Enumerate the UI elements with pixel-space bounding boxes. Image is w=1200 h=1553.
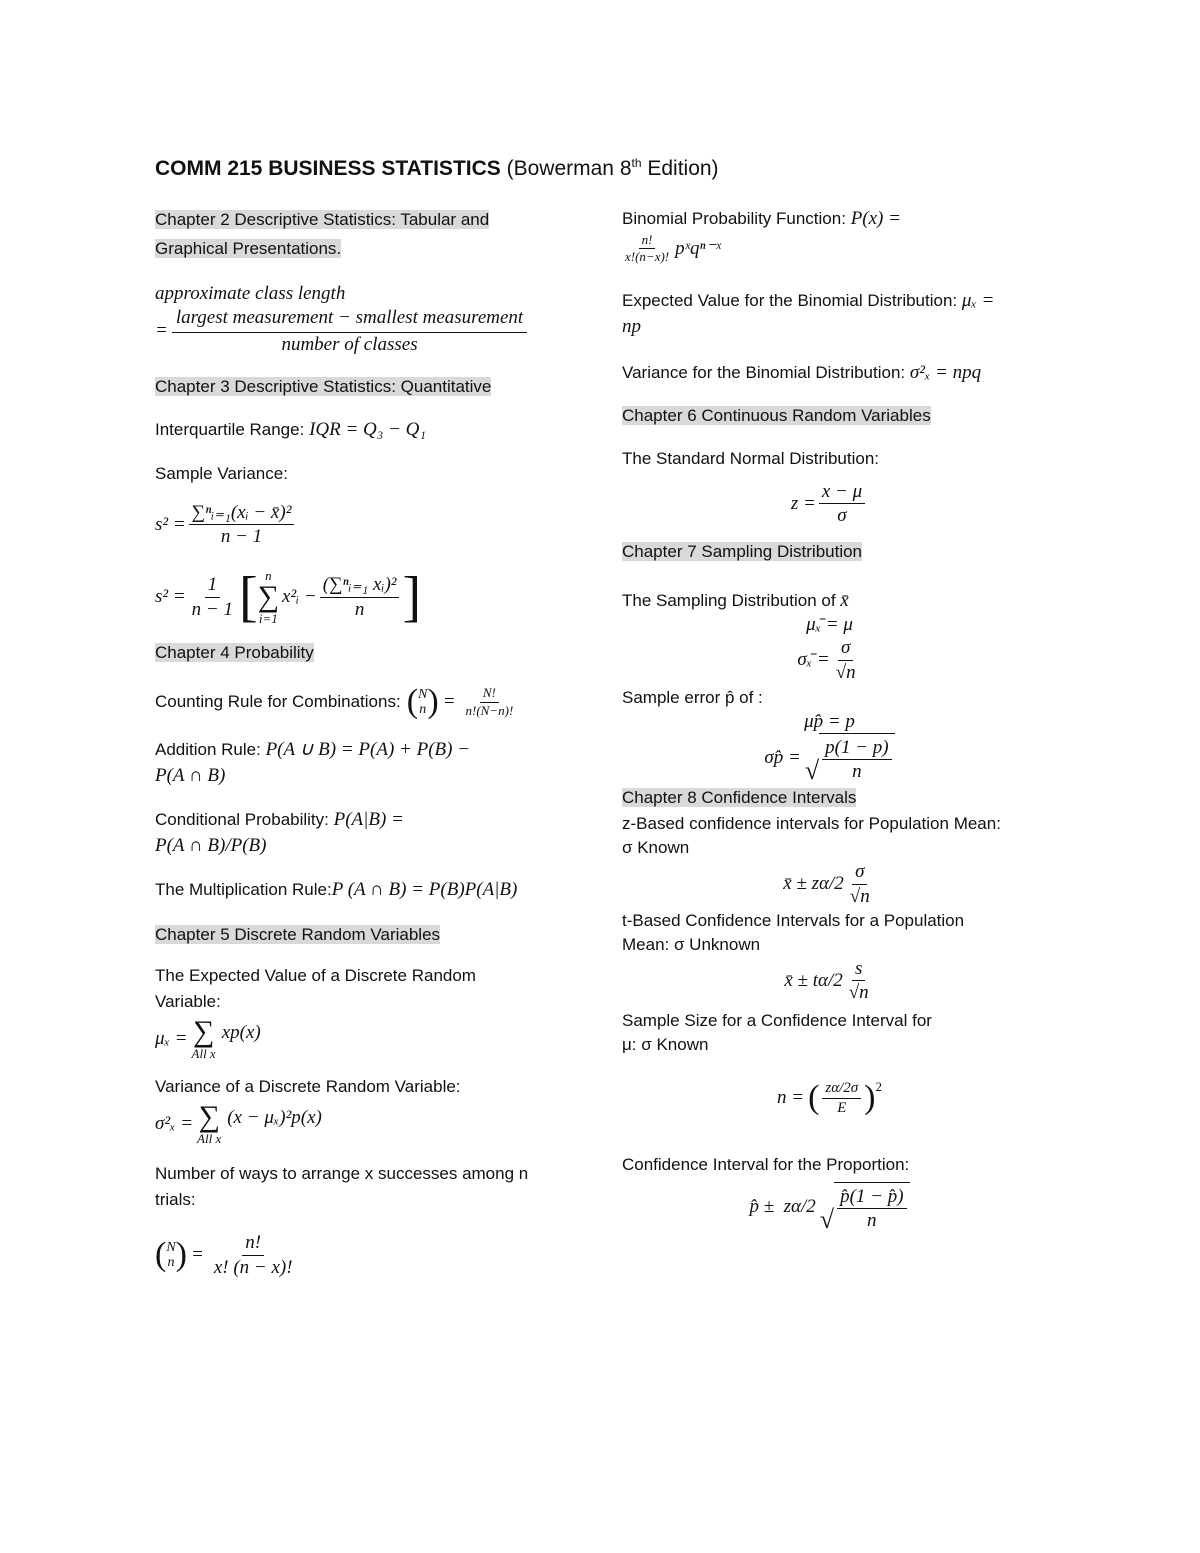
z-fraction [819,480,865,529]
left-column [155,206,600,1280]
s2a-den: n − 1 [220,526,263,548]
ch2-heading-line2: Graphical Presentations. [155,239,342,258]
s2b-term: x²ᵢ − [282,586,317,607]
s2b-sum-top: n [265,568,272,583]
s2b-sum-bottom: i=1 [258,611,278,626]
class-length-den: number of classes [281,333,418,355]
ev-label-1: The Expected Value of a Discrete Random [155,966,476,985]
comb-bottom: n [419,702,427,717]
sample-variance-formula-2 [155,566,600,628]
comb-den: n!(N−n)! [465,702,514,718]
snd-label: The Standard Normal Distribution: [622,448,880,468]
zci-formula [622,860,1037,909]
add-formula-2: P(A ∩ B) [155,765,226,786]
sigma-phat-num: p(1 − p) [822,736,891,761]
ways-fraction [211,1231,296,1280]
ways-label-1: Number of ways to arrange x successes among n [155,1164,529,1183]
prop-ci-label: Confidence Interval for the Proportion: [622,1154,910,1174]
ev-sigma: ∑ [192,1015,215,1048]
ch2-heading [155,206,600,264]
right-column [622,206,1037,1233]
mult-formula: P (A ∩ B) = P(B)P(A|B) [331,879,518,900]
binomial-var [622,360,1037,386]
ev-discrete-label [155,963,600,1015]
cond-formula-1: P(A|B) = [333,809,404,830]
ev-sum [192,1017,216,1060]
s2a-lhs: s² = [155,513,186,535]
var-sum [197,1102,221,1145]
ev-discrete-formula [155,1017,600,1060]
conditional-probability [155,807,600,859]
s2b-sum [258,569,279,625]
binom-var-label: Variance for the Binomial Distribution: [622,362,906,382]
tci-fraction [846,957,872,1006]
ways-label-2: trials: [155,1190,196,1209]
sample-size-formula: n = ( $\frac{z\alpha/2\sigma}{E}$ ) $^2$ [776,1079,882,1117]
multiplication-rule [155,877,600,903]
zci-label-1: z-Based confidence intervals for Population Mean: [622,814,1001,833]
binom-term: pˣqⁿ⁻ˣ [675,238,721,260]
var-discrete-label: Variance of a Discrete Random Variable: [155,1077,461,1096]
class-length-formula [155,282,600,357]
ss-lhs: n = [776,1087,805,1109]
ways-top: N [166,1239,176,1255]
sigma-xbar-fraction [833,636,859,685]
zci-label-2: σ Known [622,838,690,857]
z-den: σ [837,505,847,527]
mu-xbar: μₓ̄ = μ [806,614,853,635]
tci-formula [622,957,1037,1006]
var-discrete-formula [155,1102,600,1145]
binom-ev-formula-1: μₓ = [961,289,995,311]
ch5-heading: Chapter 5 Discrete Random Variables [155,925,441,944]
prop-den: n [867,1210,877,1232]
tci-label-2: Mean: σ Unknown [622,934,761,954]
title-close: Edition) [641,157,719,180]
prop-num: p̂(1 − p̂) [837,1185,906,1210]
z-lhs: z = [790,492,816,514]
ch6-heading: Chapter 6 Continuous Random Variables [622,405,931,425]
sampling-dist-label [622,588,1037,614]
s2b-sum-sigma: ∑ [257,580,280,613]
iqr-label: Interquartile Range: [155,419,305,439]
binomial-ev [622,288,1037,340]
var-term: (x − μₓ)²p(x) [227,1106,322,1128]
s2b-right-bracket: ] [402,566,422,628]
ss-den: E [837,1099,847,1116]
tci-num: s [852,957,865,982]
sample-size-label [622,1009,1037,1057]
zci-den: √n [849,885,870,907]
ev-lhs: μₓ = [155,1027,188,1049]
comb-fraction [463,685,517,719]
ch2-heading-line1: Chapter 2 Descriptive Statistics: Tabular and [155,210,490,229]
sigma-phat [622,733,1037,785]
ev-sub: All x [191,1046,216,1061]
ch4-heading: Chapter 4 Probability [155,643,314,662]
title-sup: th [631,156,642,170]
comb-num: N! [480,685,499,702]
ch8-heading: Chapter 8 Confidence Intervals [622,788,857,807]
sd-label: The Sampling Distribution of [622,591,836,610]
sigma-xbar-lhs: σₓ̄ = [797,649,830,671]
binom-den: x!(n−x)! [625,249,670,265]
ways-formula: ( N n ) = $\frac{n!}{x! (n - x)!}$ [155,1231,600,1280]
binom-ev-label: Expected Value for the Binomial Distribution: [622,290,958,310]
s2b-inner-num: (∑ⁿᵢ₌₁ xᵢ)² [320,573,400,598]
title-open: (Bowerman 8 [500,157,632,180]
binom-var-formula: σ²ₓ = npq [909,361,982,383]
page-title [155,156,719,181]
sigma-phat-fraction [822,736,891,785]
ss-fraction [822,1079,861,1118]
tci-den: √n [848,982,869,1004]
ways-binom: ( N n ) [155,1236,187,1274]
ch3-heading: Chapter 3 Descriptive Statistics: Quantitative [155,376,492,396]
binomial-function-rhs [622,232,1037,266]
s2b-inner-den: n [354,598,365,620]
ways-bottom: n [167,1255,175,1271]
ss-label-1: Sample Size for a Confidence Interval for [622,1011,932,1030]
mu-phat: μp̂ = p [804,710,855,732]
zci-num: σ [852,860,867,885]
tci-lhs: x̄ ± tα/2 [784,969,843,991]
class-length-lhs: approximate class length [155,283,346,304]
prop-lhs: p̂ ± zα/2 [749,1196,816,1218]
ss-exponent: 2 [875,1079,882,1094]
var-lhs: σ²ₓ = [155,1112,194,1134]
class-length-rhs [155,306,600,357]
var-sub: All x [197,1131,222,1146]
ways-num: n! [242,1231,264,1256]
binom-label: Binomial Probability Function: [622,209,846,228]
cond-label: Conditional Probability: [155,810,329,829]
add-label: Addition Rule: [155,740,261,759]
zci-lhs: x̄ ± zα/2 [783,873,844,895]
binom-ev-formula-2: np [622,315,641,337]
binom-fraction [622,232,672,266]
sigma-phat-sqrt: √ $\frac{p(1 - p)}{n}$ [805,733,895,785]
cond-formula-2: P(A ∩ B)/P(B) [155,835,267,856]
prop-ci-formula [622,1182,1037,1234]
ss-label-2: μ: σ Known [622,1035,709,1054]
ev-label-2: Variable: [155,992,221,1011]
mult-label: The Multiplication Rule: [155,880,332,899]
comb-label: Counting Rule for Combinations: [155,692,401,711]
ss-num: zα/2σ [822,1079,861,1099]
comb-top: N [418,686,428,702]
title-course: COMM 215 BUSINESS STATISTICS [155,157,501,180]
add-formula-1: P(A ∪ B) = P(A) + P(B) − [265,739,471,760]
var-sigma: ∑ [198,1100,220,1133]
binomial-function [622,206,1037,232]
s2b-left-bracket: [ [239,566,258,628]
s2a-fraction [189,501,295,550]
sigma-xbar [622,636,1037,685]
s2b-inner-fraction [320,573,400,622]
combinations-line: Counting Rule for Combinations: ( N n ) = $\frac{N!}{n!(N-n)!}$ [155,685,600,719]
sigma-xbar-den: √n [835,661,856,683]
ev-term: xp(x) [221,1021,261,1043]
sample-error-label: Sample error p̂ of : [622,687,763,707]
prop-sqrt: √ $\frac{p̂(1 - p̂)}{n}$ [820,1182,910,1234]
ch7-heading: Chapter 7 Sampling Distribution [622,542,863,561]
zci-fraction [847,860,873,909]
binom-lhs: P(x) = [850,208,901,229]
ways-label [155,1161,600,1213]
s2b-fraction [189,573,236,622]
comb-binom: ( N n ) [406,683,439,720]
tci-label [622,909,1037,957]
z-num: x − μ [819,480,865,505]
s2a-num: ∑ⁿᵢ₌₁(xᵢ − x̄)² [189,501,295,526]
addition-rule [155,737,600,789]
sigma-phat-den: n [852,761,862,783]
s2b-one: 1 [205,573,221,598]
tci-label-1: t-Based Confidence Intervals for a Population [622,910,965,930]
sigma-xbar-num: σ [838,636,853,661]
sd-symbol: x̄ [840,590,849,611]
ways-den: x! (n − x)! [213,1256,293,1278]
class-length-eq: = [155,320,168,342]
z-formula [622,480,1037,529]
binom-num: n! [639,232,656,249]
sigma-phat-lhs: σp̂ = [764,747,801,769]
iqr-line [155,417,600,443]
sample-variance-label: Sample Variance: [155,463,288,483]
class-length-fraction [172,306,527,357]
class-length-num: largest measurement − smallest measurement [172,306,527,333]
s2b-den: n − 1 [191,598,233,620]
zci-label [622,812,1037,860]
sample-variance-formula-1 [155,501,600,550]
iqr-formula: IQR = Q₃ − Q₁ [309,418,427,440]
prop-fraction [837,1185,906,1234]
s2b-lhs: s² = [155,586,186,607]
